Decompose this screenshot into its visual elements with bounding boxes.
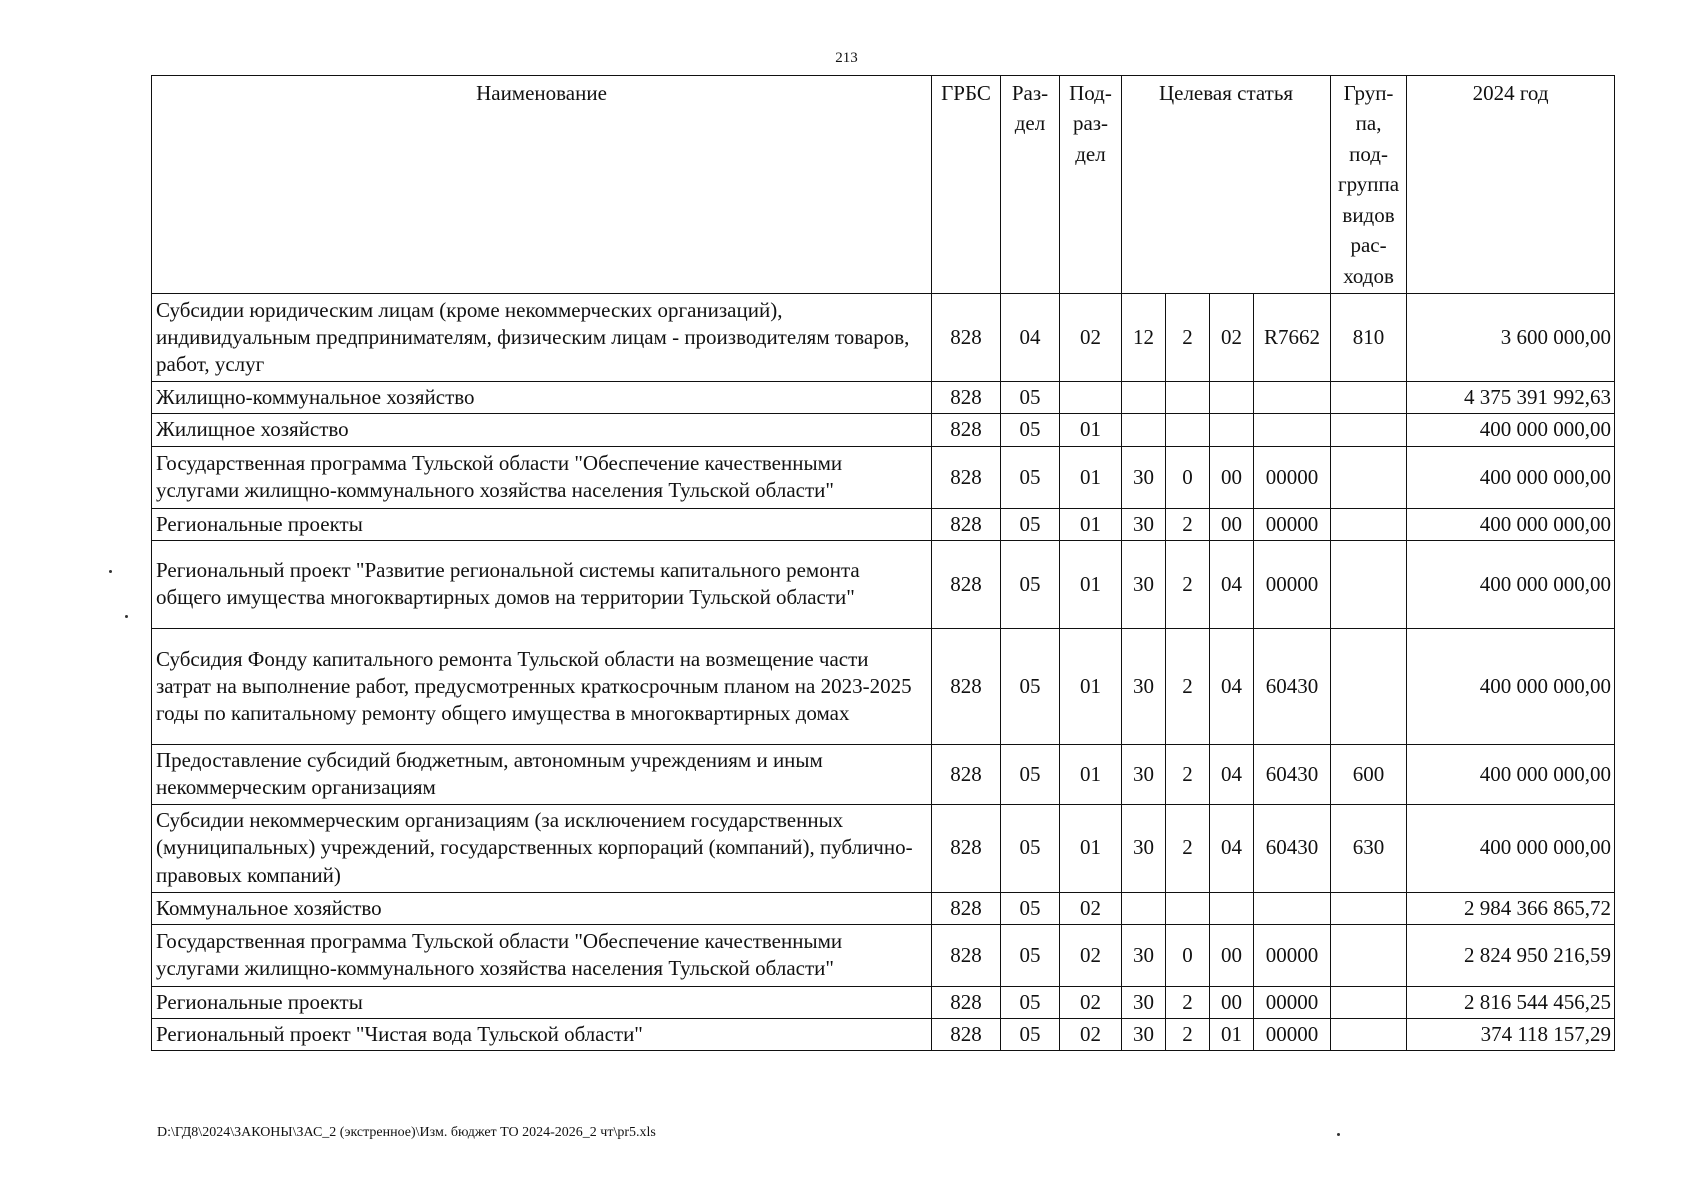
row-grbs: 828 [932,744,1001,804]
row-razdel: 05 [1001,744,1060,804]
row-target-event: 00 [1210,986,1254,1018]
table-row [152,744,1615,804]
row-target-event: 04 [1210,804,1254,892]
row-name: Региональные проекты [152,986,932,1018]
row-razdel: 05 [1001,382,1060,414]
row-target-subprogram [1166,892,1210,924]
row-target-program: 30 [1122,628,1166,744]
row-target-program: 30 [1122,744,1166,804]
header-target: Целевая статья [1122,76,1331,294]
row-razdel: 05 [1001,892,1060,924]
row-amount: 400 000 000,00 [1407,804,1615,892]
row-name: Региональный проект "Развитие региональной системы капитального ремонта общего имущества многоквартирных домов на территории Тульской области" [152,540,932,628]
row-target-event: 04 [1210,540,1254,628]
row-grbs: 828 [932,804,1001,892]
row-grbs: 828 [932,382,1001,414]
row-target-direction: 00000 [1254,446,1331,508]
row-target-program [1122,892,1166,924]
row-expense-group [1331,414,1407,446]
table-row [152,628,1615,744]
budget-table [151,75,1615,1051]
row-amount: 374 118 157,29 [1407,1019,1615,1051]
row-target-direction: 00000 [1254,986,1331,1018]
row-expense-group [1331,924,1407,986]
row-target-direction [1254,382,1331,414]
row-target-direction: 60430 [1254,628,1331,744]
row-target-subprogram: 2 [1166,508,1210,540]
row-expense-group [1331,628,1407,744]
row-target-event: 04 [1210,628,1254,744]
row-grbs: 828 [932,414,1001,446]
page-number: 213 [835,50,858,66]
row-target-subprogram: 2 [1166,540,1210,628]
row-amount: 2 984 366 865,72 [1407,892,1615,924]
row-target-program: 12 [1122,294,1166,382]
row-amount: 400 000 000,00 [1407,540,1615,628]
row-expense-group: 630 [1331,804,1407,892]
row-amount: 4 375 391 992,63 [1407,382,1615,414]
table-header-row [152,76,1615,294]
row-razdel: 05 [1001,628,1060,744]
row-name: Жилищное хозяйство [152,414,932,446]
row-podrazdel: 02 [1060,892,1122,924]
row-target-program: 30 [1122,986,1166,1018]
row-target-program [1122,414,1166,446]
row-target-event: 00 [1210,924,1254,986]
row-target-event [1210,414,1254,446]
row-target-program: 30 [1122,508,1166,540]
row-grbs: 828 [932,294,1001,382]
row-podrazdel: 01 [1060,414,1122,446]
header-grbs: ГРБС [932,76,1001,294]
row-razdel: 05 [1001,924,1060,986]
row-target-subprogram: 2 [1166,628,1210,744]
row-target-program [1122,382,1166,414]
row-podrazdel: 01 [1060,446,1122,508]
footer-file-path: D:\ГД8\2024\ЗАКОНЫ\ЗАС_2 (экстренное)\Изм. бюджет ТО 2024-2026_2 чт\pr5.xls [157,1125,656,1140]
row-target-event: 00 [1210,508,1254,540]
scan-dot [1337,1133,1340,1136]
row-name: Государственная программа Тульской области "Обеспечение качественными услугами жилищно-коммунального хозяйства населения Тульской области" [152,446,932,508]
row-amount: 400 000 000,00 [1407,744,1615,804]
row-target-direction: 00000 [1254,508,1331,540]
row-podrazdel: 02 [1060,294,1122,382]
row-target-direction [1254,414,1331,446]
row-grbs: 828 [932,1019,1001,1051]
table-row [152,382,1615,414]
header-group: Груп-па, под-группа видов рас-ходов [1331,76,1407,294]
table-row [152,414,1615,446]
row-target-program: 30 [1122,1019,1166,1051]
row-podrazdel: 01 [1060,540,1122,628]
row-grbs: 828 [932,540,1001,628]
row-amount: 400 000 000,00 [1407,414,1615,446]
row-amount: 400 000 000,00 [1407,446,1615,508]
row-razdel: 04 [1001,294,1060,382]
row-target-direction: 00000 [1254,1019,1331,1051]
row-expense-group: 810 [1331,294,1407,382]
row-grbs: 828 [932,628,1001,744]
row-target-subprogram: 0 [1166,446,1210,508]
row-target-program: 30 [1122,540,1166,628]
row-target-subprogram [1166,414,1210,446]
row-target-direction: R7662 [1254,294,1331,382]
row-grbs: 828 [932,924,1001,986]
row-expense-group [1331,508,1407,540]
header-razdel: Раз-дел [1001,76,1060,294]
row-target-subprogram [1166,382,1210,414]
row-razdel: 05 [1001,414,1060,446]
table-row [152,540,1615,628]
row-razdel: 05 [1001,804,1060,892]
row-name: Региональный проект "Чистая вода Тульской области" [152,1019,932,1051]
row-target-subprogram: 0 [1166,924,1210,986]
row-target-program: 30 [1122,804,1166,892]
row-amount: 400 000 000,00 [1407,508,1615,540]
row-target-subprogram: 2 [1166,986,1210,1018]
row-name: Предоставление субсидий бюджетным, автономным учреждениям и иным некоммерческим организациям [152,744,932,804]
row-target-event [1210,382,1254,414]
row-amount: 2 824 950 216,59 [1407,924,1615,986]
table-row [152,924,1615,986]
row-target-event: 04 [1210,744,1254,804]
header-year: 2024 год [1407,76,1615,294]
row-target-event: 02 [1210,294,1254,382]
row-target-program: 30 [1122,446,1166,508]
table-row [152,508,1615,540]
row-razdel: 05 [1001,446,1060,508]
row-name: Субсидии юридическим лицам (кроме некоммерческих организаций), индивидуальным предпринимателям, физическим лицам - производителям товаров, работ, услуг [152,294,932,382]
row-expense-group [1331,986,1407,1018]
row-target-direction: 60430 [1254,744,1331,804]
row-podrazdel: 01 [1060,508,1122,540]
row-name: Жилищно-коммунальное хозяйство [152,382,932,414]
row-grbs: 828 [932,986,1001,1018]
row-expense-group: 600 [1331,744,1407,804]
row-target-program: 30 [1122,924,1166,986]
row-target-subprogram: 2 [1166,1019,1210,1051]
row-amount: 400 000 000,00 [1407,628,1615,744]
row-podrazdel: 02 [1060,1019,1122,1051]
row-amount: 2 816 544 456,25 [1407,986,1615,1018]
scan-dot [125,615,128,618]
row-target-direction: 60430 [1254,804,1331,892]
row-name: Субсидии некоммерческим организациям (за исключением государственных (муниципальных) учреждений, государственных корпораций (компаний), публично-правовых компаний) [152,804,932,892]
row-expense-group [1331,540,1407,628]
table-row [152,1019,1615,1051]
row-grbs: 828 [932,446,1001,508]
row-grbs: 828 [932,508,1001,540]
table-row [152,892,1615,924]
row-target-direction [1254,892,1331,924]
row-podrazdel: 02 [1060,986,1122,1018]
row-podrazdel: 02 [1060,924,1122,986]
row-target-event: 01 [1210,1019,1254,1051]
row-name: Коммунальное хозяйство [152,892,932,924]
row-name: Субсидия Фонду капитального ремонта Тульской области на возмещение части затрат на выполнение работ, предусмотренных краткосрочным планом на 2023-2025 годы по капитальному ремонту общего имущества в многоквартирных домах [152,628,932,744]
row-name: Государственная программа Тульской области "Обеспечение качественными услугами жилищно-коммунального хозяйства населения Тульской области" [152,924,932,986]
table-row [152,986,1615,1018]
row-target-event: 00 [1210,446,1254,508]
row-razdel: 05 [1001,1019,1060,1051]
row-podrazdel: 01 [1060,804,1122,892]
table-row [152,294,1615,382]
row-expense-group [1331,382,1407,414]
row-target-direction: 00000 [1254,924,1331,986]
row-podrazdel [1060,382,1122,414]
row-target-subprogram: 2 [1166,294,1210,382]
row-razdel: 05 [1001,986,1060,1018]
table-row [152,446,1615,508]
table-row [152,804,1615,892]
header-podrazdel: Под-раз-дел [1060,76,1122,294]
scan-dot [109,570,112,573]
row-expense-group [1331,446,1407,508]
row-podrazdel: 01 [1060,744,1122,804]
row-podrazdel: 01 [1060,628,1122,744]
row-target-subprogram: 2 [1166,744,1210,804]
row-target-subprogram: 2 [1166,804,1210,892]
row-name: Региональные проекты [152,508,932,540]
row-expense-group [1331,892,1407,924]
row-expense-group [1331,1019,1407,1051]
row-target-direction: 00000 [1254,540,1331,628]
row-target-event [1210,892,1254,924]
row-razdel: 05 [1001,508,1060,540]
row-amount: 3 600 000,00 [1407,294,1615,382]
row-razdel: 05 [1001,540,1060,628]
row-grbs: 828 [932,892,1001,924]
header-name: Наименование [152,76,932,294]
